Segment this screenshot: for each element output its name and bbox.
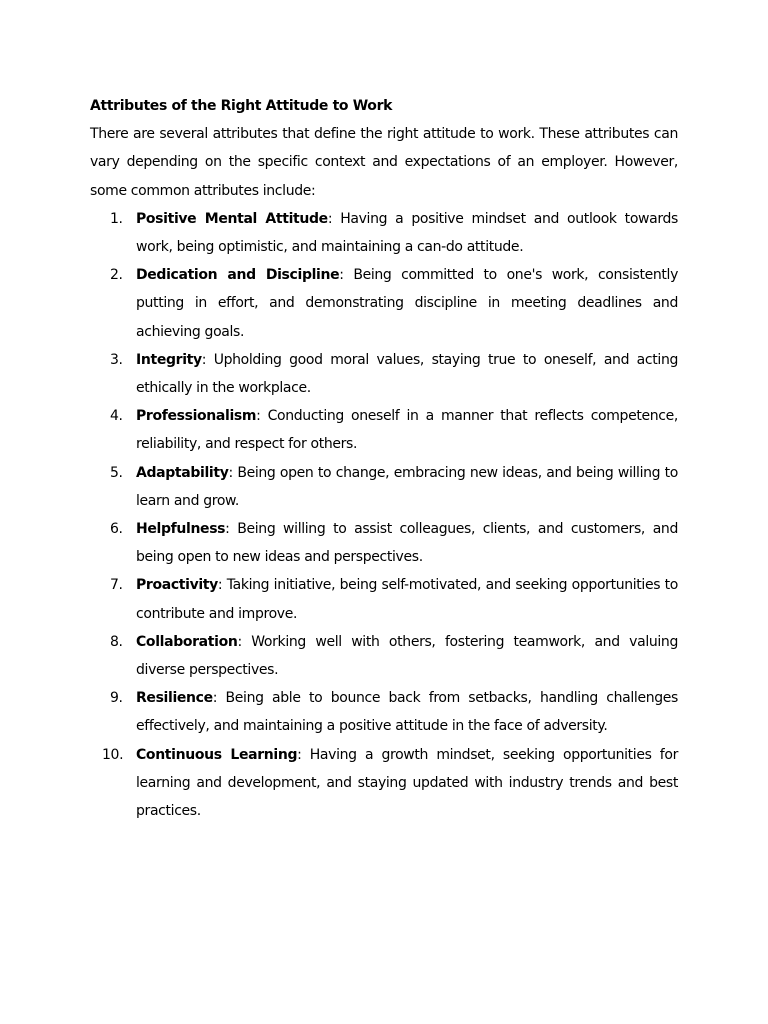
- list-item: [90, 515, 678, 571]
- item-number: 8.: [110, 633, 123, 650]
- item-description: : Upholding good moral values, staying true to oneself, and acting ethically in the workplace.: [136, 351, 678, 397]
- item-number: 1.: [110, 210, 123, 227]
- item-description: : Being able to bounce back from setbacks, handling challenges effectively, and maintaining a positive attitude in the face of adversity.: [136, 690, 678, 735]
- list-item: [90, 459, 678, 515]
- item-description: : Being open to change, embracing new ideas, and being willing to learn and grow.: [136, 464, 678, 509]
- list-item: [90, 205, 678, 261]
- item-term: Professionalism: [136, 408, 257, 425]
- list-item: [90, 261, 678, 346]
- item-description: : Taking initiative, being self-motivated, and seeking opportunities to contribute and improve.: [136, 577, 678, 622]
- item-term: Proactivity: [136, 577, 218, 594]
- list-item: [90, 628, 678, 684]
- item-number: 6.: [110, 521, 123, 538]
- item-description: : Being committed to one's work, consistently putting in effort, and demonstrating discipline in meeting deadlines and achieving goals.: [136, 267, 678, 340]
- item-term: Resilience: [136, 690, 213, 707]
- item-number: 2.: [110, 267, 123, 284]
- item-term: Dedication and Discipline: [136, 267, 340, 284]
- intro-paragraph: There are several attributes that define the right attitude to work. These attributes can vary depending on the specific context and expectations of an employer. However, some common attributes include:: [90, 126, 678, 199]
- item-term: Integrity: [136, 351, 202, 368]
- item-description: : Having a positive mindset and outlook towards work, being optimistic, and maintaining a can-do attitude.: [136, 210, 679, 256]
- item-term: Continuous Learning: [136, 746, 298, 763]
- list-item: [90, 741, 678, 826]
- item-number: 7.: [110, 577, 123, 594]
- list-item: [90, 571, 678, 627]
- item-term: Helpfulness: [136, 521, 226, 538]
- item-term: Collaboration: [136, 633, 238, 650]
- item-description: : Having a growth mindset, seeking opportunities for learning and development, and staying updated with industry trends and best practices.: [136, 746, 679, 820]
- item-description: : Being willing to assist colleagues, clients, and customers, and being open to new ideas and perspectives.: [136, 521, 678, 566]
- list-item: [90, 402, 678, 458]
- item-description: : Conducting oneself in a manner that reflects competence, reliability, and respect for others.: [136, 408, 678, 453]
- item-number: 3.: [110, 351, 123, 368]
- item-number: 10.: [102, 746, 124, 763]
- document-title: Attributes of the Right Attitude to Work: [90, 98, 393, 114]
- item-number: 9.: [110, 690, 123, 707]
- document-page: [90, 92, 678, 825]
- attributes-list: [90, 205, 678, 825]
- list-item: [90, 346, 678, 402]
- item-term: Adaptability: [136, 464, 229, 481]
- item-number: 5.: [110, 464, 123, 481]
- item-number: 4.: [110, 408, 123, 425]
- item-description: : Working well with others, fostering teamwork, and valuing diverse perspectives.: [136, 633, 678, 679]
- item-term: Positive Mental Attitude: [136, 210, 328, 227]
- list-item: [90, 684, 678, 740]
